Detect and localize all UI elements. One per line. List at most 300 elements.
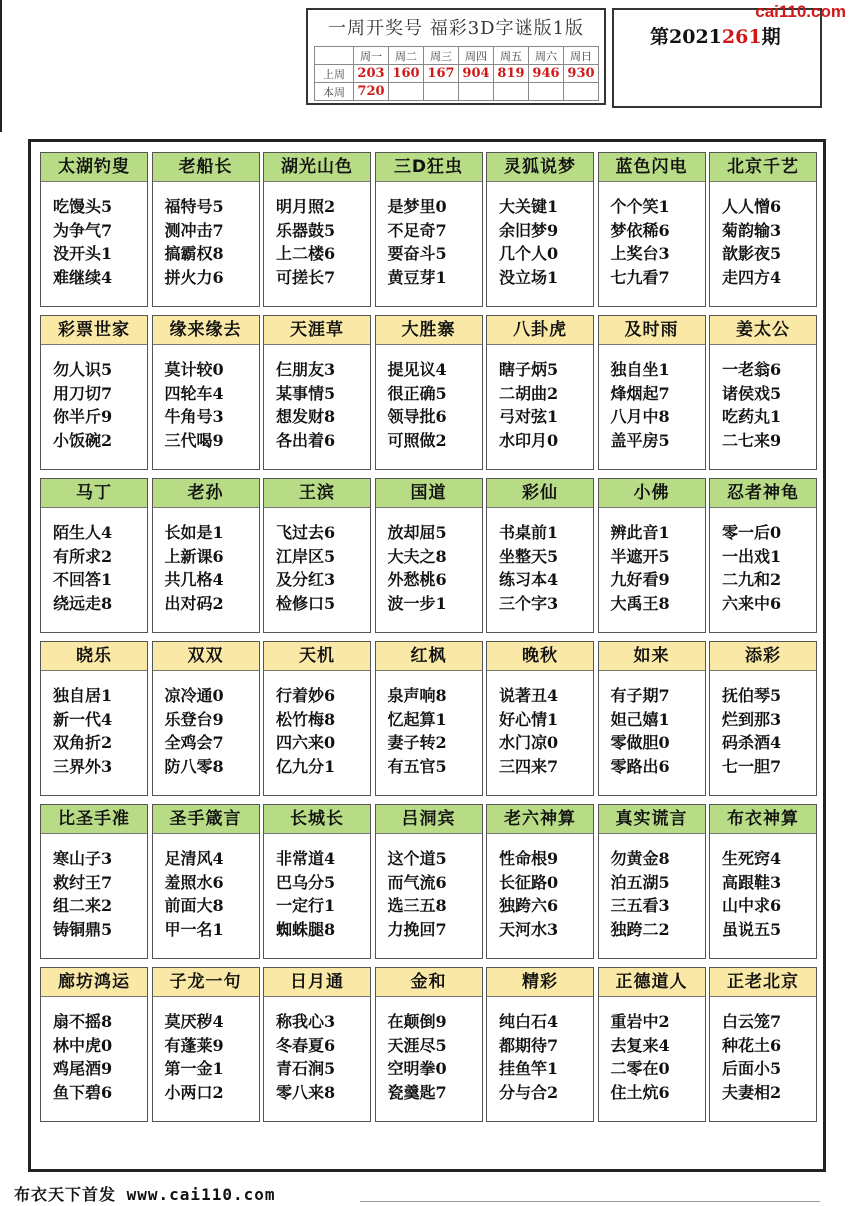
riddle-line: 独跨六6 (499, 896, 559, 915)
riddle-author-title: 双双 (153, 642, 259, 671)
riddle-line: 都期待7 (499, 1035, 559, 1055)
weekly-draw-panel (306, 8, 606, 105)
riddle-line: 没立场1 (499, 267, 559, 287)
riddle-line: 大关键1 (499, 197, 559, 216)
riddle-line: 三界外3 (53, 756, 113, 776)
riddle-line: 种花土6 (722, 1035, 782, 1055)
riddle-line: 全鸡会7 (164, 733, 224, 752)
riddle-author-title: 马丁 (41, 479, 147, 508)
weekly-draw-table (314, 46, 599, 101)
riddle-line: 四六来0 (276, 733, 336, 752)
riddle-lines (165, 358, 259, 452)
riddle-line: 福特号5 (164, 197, 224, 216)
riddle-line: 二胡曲2 (499, 383, 559, 403)
riddle-line: 山中求6 (722, 896, 782, 915)
riddle-line: 弓对弦1 (499, 407, 559, 426)
riddle-card (263, 152, 371, 307)
riddle-card (152, 804, 260, 959)
draw-number: 930 (564, 65, 599, 83)
riddle-author-title: 比圣手准 (41, 805, 147, 834)
riddle-line: 拼火力6 (164, 267, 224, 287)
riddle-line: 三五看3 (610, 896, 670, 915)
riddle-author-title: 忍者神龟 (710, 479, 816, 508)
riddle-line: 黄豆芽1 (387, 267, 447, 287)
weekday-header-row (315, 47, 599, 65)
riddle-line: 四轮车4 (164, 383, 224, 403)
draw-number (389, 83, 424, 101)
footer-divider (360, 1201, 820, 1202)
riddle-line: 二七来9 (722, 430, 782, 450)
riddle-card (709, 804, 817, 959)
riddle-card (375, 804, 483, 959)
riddle-line: 测冲击7 (164, 220, 224, 240)
riddle-line: 吃药丸1 (722, 407, 782, 426)
riddle-line: 去复来4 (610, 1035, 670, 1055)
riddle-line: 巴乌分5 (276, 872, 336, 892)
riddle-card (40, 804, 148, 959)
riddle-author-title: 添彩 (710, 642, 816, 671)
riddle-author-title: 布衣神算 (710, 805, 816, 834)
riddle-line: 忆起算1 (387, 709, 447, 729)
riddle-lines (276, 521, 370, 615)
riddle-line: 松竹梅8 (276, 709, 336, 729)
weekday-label: 周日 (564, 47, 599, 65)
riddle-line: 冬春夏6 (276, 1035, 336, 1055)
riddle-line: 盖平房5 (610, 430, 670, 450)
draw-number (564, 83, 599, 101)
riddle-card (375, 641, 483, 796)
riddle-line: 码杀酒4 (722, 733, 782, 752)
riddle-row (40, 641, 816, 796)
riddle-line: 称我心3 (276, 1012, 336, 1031)
riddle-line: 零一后0 (722, 523, 782, 542)
riddle-lines (722, 358, 816, 452)
riddle-author-title: 老船长 (153, 153, 259, 182)
riddle-line: 诸侯戏5 (722, 383, 782, 403)
riddle-line: 小饭碗2 (53, 430, 113, 450)
riddle-lines (165, 847, 259, 941)
riddle-line: 鸡尾酒9 (53, 1059, 113, 1078)
riddle-author-title: 如来 (599, 642, 705, 671)
riddle-author-title: 长城长 (264, 805, 370, 834)
footer-credit: 布衣天下首发 www.cai110.com (14, 1185, 276, 1204)
riddle-line: 在颠倒9 (387, 1012, 447, 1031)
riddle-line: 抚伯琴5 (722, 686, 782, 705)
riddle-card (598, 967, 706, 1122)
issue-number-red: 261 (721, 26, 762, 48)
riddle-line: 说著丑4 (499, 686, 559, 705)
riddle-author-title: 灵狐说梦 (487, 153, 593, 182)
riddle-author-title: 湖光山色 (264, 153, 370, 182)
riddle-lines (611, 358, 705, 452)
riddle-line: 余旧梦9 (499, 220, 559, 240)
riddle-line: 寒山子3 (53, 849, 113, 868)
riddle-line: 梦依稀6 (610, 220, 670, 240)
riddle-line: 非常道4 (276, 849, 336, 868)
draw-number: 904 (459, 65, 494, 83)
riddle-row (40, 478, 816, 633)
riddle-line: 鱼下碧6 (53, 1082, 113, 1102)
riddle-card (709, 641, 817, 796)
riddle-row (40, 967, 816, 1122)
riddle-line: 空明拳0 (387, 1059, 447, 1078)
riddle-author-title: 蓝色闪电 (599, 153, 705, 182)
riddle-line: 练习本4 (499, 570, 559, 589)
riddle-card (375, 152, 483, 307)
riddle-line: 不回答1 (53, 570, 113, 589)
riddle-lines (388, 358, 482, 452)
riddle-card (598, 804, 706, 959)
riddle-line: 蜘蛛腿8 (276, 919, 336, 939)
issue-number (650, 22, 781, 49)
riddle-line: 可照做2 (387, 430, 447, 450)
riddle-line: 泉声响8 (387, 686, 447, 705)
riddle-line: 瓷羹匙7 (387, 1082, 447, 1102)
riddle-card (598, 641, 706, 796)
riddle-line: 烂到那3 (722, 709, 782, 729)
draw-number: 160 (389, 65, 424, 83)
riddle-line: 大夫之8 (387, 546, 447, 566)
riddle-lines (499, 1010, 593, 1104)
weekday-label: 周一 (354, 47, 389, 65)
riddle-line: 一定行1 (276, 896, 336, 915)
riddle-line: 一老翁6 (722, 360, 782, 379)
riddle-card (152, 478, 260, 633)
riddle-author-title: 姜太公 (710, 316, 816, 345)
riddle-lines (165, 521, 259, 615)
riddle-line: 长如是1 (164, 523, 224, 542)
riddle-line: 人人憎6 (722, 197, 782, 216)
riddle-author-title: 三D狂虫 (376, 153, 482, 182)
weekday-label: 周六 (529, 47, 564, 65)
riddle-card (598, 315, 706, 470)
riddle-lines (611, 1010, 705, 1104)
riddle-line: 乐登台9 (164, 709, 224, 729)
riddle-card (152, 967, 260, 1122)
riddle-card (486, 152, 594, 307)
riddle-line: 检修口5 (276, 593, 336, 613)
riddle-line: 妻子转2 (387, 733, 447, 752)
riddle-lines (388, 195, 482, 289)
riddle-lines (722, 847, 816, 941)
riddle-line: 零八来8 (276, 1082, 336, 1102)
riddle-line: 铸铜鼎5 (53, 919, 113, 939)
riddle-line: 上新课6 (164, 546, 224, 566)
this-week-label: 本周 (315, 83, 354, 101)
riddle-card (263, 478, 371, 633)
riddle-line: 及分红3 (276, 570, 336, 589)
riddle-line: 三代喝9 (164, 430, 224, 450)
riddle-line: 歆影夜5 (722, 244, 782, 263)
issue-suffix: 期 (761, 26, 781, 48)
riddle-lines (499, 684, 593, 778)
riddle-line: 烽烟起7 (610, 383, 670, 403)
riddle-card (375, 315, 483, 470)
riddle-line: 波一步1 (387, 593, 447, 613)
riddle-card (486, 315, 594, 470)
riddle-lines (276, 1010, 370, 1104)
riddle-lines (165, 195, 259, 289)
draw-number: 167 (424, 65, 459, 83)
riddle-line: 双角折2 (53, 733, 113, 752)
issue-prefix: 第2021 (650, 26, 722, 48)
draw-number: 819 (494, 65, 529, 83)
draw-number: 720 (354, 83, 389, 101)
riddle-line: 零路出6 (610, 756, 670, 776)
riddle-line: 选三五8 (387, 896, 447, 915)
riddle-card (40, 315, 148, 470)
riddle-line: 有子期7 (610, 686, 670, 705)
riddle-line: 莫计较0 (164, 360, 224, 379)
riddle-line: 足清风4 (164, 849, 224, 868)
riddle-lines (611, 684, 705, 778)
riddle-author-title: 晚秋 (487, 642, 593, 671)
riddle-line: 飞过去6 (276, 523, 336, 542)
riddle-card (152, 641, 260, 796)
riddle-author-title: 老孙 (153, 479, 259, 508)
riddle-line: 上二楼6 (276, 244, 336, 263)
riddle-line: 共几格4 (164, 570, 224, 589)
riddle-line: 菊韵输3 (722, 220, 782, 240)
riddle-lines (165, 1010, 259, 1104)
riddle-line: 组二来2 (53, 896, 113, 915)
riddle-line: 妲己嬉1 (610, 709, 670, 729)
riddle-card (486, 641, 594, 796)
riddle-line: 提见议4 (387, 360, 447, 379)
riddle-line: 二九和2 (722, 570, 782, 589)
riddle-lines (53, 195, 147, 289)
riddle-author-title: 小佛 (599, 479, 705, 508)
riddle-lines (722, 521, 816, 615)
riddle-lines (722, 1010, 816, 1104)
riddle-lines (499, 195, 593, 289)
riddle-line: 三四来7 (499, 756, 559, 776)
draw-number: 946 (529, 65, 564, 83)
riddle-line: 乐器鼓5 (276, 220, 336, 240)
weekday-label: 周二 (389, 47, 424, 65)
riddle-line: 生死窍4 (722, 849, 782, 868)
riddle-line: 大禹王8 (610, 593, 670, 613)
riddle-line: 性命根9 (499, 849, 559, 868)
riddle-lines (276, 847, 370, 941)
riddle-line: 吃馒头5 (53, 197, 113, 216)
riddle-line: 六来中6 (722, 593, 782, 613)
riddle-line: 绕远走8 (53, 593, 113, 613)
riddle-author-title: 国道 (376, 479, 482, 508)
draw-number (424, 83, 459, 101)
weekly-draw-title: 一周开奖号 福彩3D字谜版1版 (327, 18, 585, 39)
riddle-line: 明月照2 (276, 197, 336, 216)
riddle-line: 牛角号3 (164, 407, 224, 426)
riddle-line: 行着妙6 (276, 686, 336, 705)
riddle-author-title: 精彩 (487, 968, 593, 997)
riddle-line: 半遮开5 (610, 546, 670, 566)
riddle-line: 夫妻相2 (722, 1082, 782, 1102)
riddle-author-title: 太湖钓叟 (41, 153, 147, 182)
draw-number: 203 (354, 65, 389, 83)
riddle-line: 莫厌秽4 (164, 1012, 224, 1031)
riddle-line: 三个字3 (499, 593, 559, 613)
riddle-card (486, 478, 594, 633)
riddle-author-title: 日月通 (264, 968, 370, 997)
riddle-line: 天涯尽5 (387, 1035, 447, 1055)
riddle-author-title: 天机 (264, 642, 370, 671)
this-week-row (315, 83, 599, 101)
riddle-line: 零做胆0 (610, 733, 670, 752)
issue-panel (612, 8, 822, 108)
riddle-line: 想发财8 (276, 407, 336, 426)
riddle-card (375, 478, 483, 633)
riddle-card (152, 152, 260, 307)
riddle-lines (388, 1010, 482, 1104)
riddle-line: 陌生人4 (53, 523, 113, 542)
riddle-card (40, 967, 148, 1122)
riddle-lines (722, 684, 816, 778)
riddle-line: 放却屈5 (387, 523, 447, 542)
riddle-line: 用刀切7 (53, 383, 113, 403)
riddle-line: 白云笼7 (722, 1012, 782, 1031)
riddle-lines (276, 684, 370, 778)
riddle-author-title: 老六神算 (487, 805, 593, 834)
riddle-line: 难继续4 (53, 267, 113, 287)
riddle-line: 搞霸权8 (164, 244, 224, 263)
riddle-line: 八月中8 (610, 407, 670, 426)
riddle-line: 勿人识5 (53, 360, 113, 379)
weekday-label: 周五 (494, 47, 529, 65)
riddle-author-title: 真实谎言 (599, 805, 705, 834)
riddle-line: 有所求2 (53, 546, 113, 566)
row-label-empty (315, 47, 354, 65)
riddle-card (263, 315, 371, 470)
riddle-line: 七一胆7 (722, 756, 782, 776)
riddle-lines (53, 684, 147, 778)
riddle-author-title: 金和 (376, 968, 482, 997)
riddle-row (40, 152, 816, 307)
riddle-author-title: 彩票世家 (41, 316, 147, 345)
riddle-line: 你半斤9 (53, 407, 113, 426)
riddle-line: 七九看7 (610, 267, 670, 287)
riddle-card (709, 152, 817, 307)
riddle-line: 林中虎0 (53, 1035, 113, 1055)
site-logo-text[interactable]: cai110.com (755, 2, 846, 21)
riddle-lines (388, 521, 482, 615)
riddle-line: 书桌前1 (499, 523, 559, 542)
riddle-line: 上奖台3 (610, 244, 670, 263)
weekday-label: 周三 (424, 47, 459, 65)
riddle-line: 天河水3 (499, 919, 559, 939)
riddle-author-title: 吕洞宾 (376, 805, 482, 834)
riddle-line: 后面小5 (722, 1059, 782, 1078)
riddle-line: 各出着6 (276, 430, 336, 450)
riddle-line: 第一金1 (164, 1059, 224, 1078)
riddle-lines (611, 847, 705, 941)
riddle-line: 分与合2 (499, 1082, 559, 1102)
riddle-card (152, 315, 260, 470)
draw-number (529, 83, 564, 101)
riddle-line: 瞎子炳5 (499, 360, 559, 379)
riddle-author-title: 晓乐 (41, 642, 147, 671)
riddle-card (709, 478, 817, 633)
riddle-author-title: 廊坊鸿运 (41, 968, 147, 997)
riddle-line: 走四方4 (722, 267, 782, 287)
riddle-line: 很正确5 (387, 383, 447, 403)
riddle-author-title: 子龙一句 (153, 968, 259, 997)
draw-number (494, 83, 529, 101)
riddle-lines (276, 358, 370, 452)
riddle-line: 为争气7 (53, 220, 113, 240)
riddle-author-title: 圣手箴言 (153, 805, 259, 834)
riddle-card (598, 152, 706, 307)
riddle-lines (388, 684, 482, 778)
riddle-card (709, 967, 817, 1122)
riddle-line: 凉冷通0 (164, 686, 224, 705)
riddle-lines (53, 1010, 147, 1104)
riddle-author-title: 彩仙 (487, 479, 593, 508)
riddle-author-title: 及时雨 (599, 316, 705, 345)
riddle-line: 甲一名1 (164, 919, 224, 939)
riddle-grid-panel (28, 139, 826, 1172)
riddle-lines (53, 521, 147, 615)
riddle-line: 好心情1 (499, 709, 559, 729)
riddle-author-title: 正老北京 (710, 968, 816, 997)
riddle-author-title: 缘来缘去 (153, 316, 259, 345)
riddle-line: 江岸区5 (276, 546, 336, 566)
riddle-line: 辨此音1 (610, 523, 670, 542)
riddle-line: 羞照水6 (164, 872, 224, 892)
riddle-line: 而气流6 (387, 872, 447, 892)
riddle-line: 新一代4 (53, 709, 113, 729)
riddle-line: 个个笑1 (610, 197, 670, 216)
riddle-line: 独自坐1 (610, 360, 670, 379)
riddle-line: 青石涧5 (276, 1059, 336, 1078)
riddle-card (486, 967, 594, 1122)
riddle-lines (388, 847, 482, 941)
riddle-line: 水印月0 (499, 430, 559, 450)
riddle-lines (53, 358, 147, 452)
riddle-line: 扇不摇8 (53, 1012, 113, 1031)
riddle-author-title: 八卦虎 (487, 316, 593, 345)
riddle-line: 独自居1 (53, 686, 113, 705)
riddle-card (40, 641, 148, 796)
riddle-line: 救纣王7 (53, 872, 113, 892)
riddle-lines (722, 195, 816, 289)
riddle-author-title: 北京千艺 (710, 153, 816, 182)
riddle-line: 前面大8 (164, 896, 224, 915)
riddle-line: 力挽回7 (387, 919, 447, 939)
riddle-lines (499, 847, 593, 941)
riddle-line: 长征路0 (499, 872, 559, 892)
riddle-card (486, 804, 594, 959)
last-week-row (315, 65, 599, 83)
riddle-lines (53, 847, 147, 941)
riddle-line: 亿九分1 (276, 756, 336, 776)
riddle-card (598, 478, 706, 633)
riddle-lines (499, 358, 593, 452)
riddle-line: 坐整天5 (499, 546, 559, 566)
riddle-line: 是梦里0 (387, 197, 447, 216)
riddle-author-title: 天涯草 (264, 316, 370, 345)
riddle-line: 泊五湖5 (610, 872, 670, 892)
riddle-line: 勿黄金8 (610, 849, 670, 868)
riddle-line: 仨朋友3 (276, 360, 336, 379)
riddle-lines (165, 684, 259, 778)
riddle-card (40, 478, 148, 633)
riddle-row (40, 804, 816, 959)
riddle-line: 某事情5 (276, 383, 336, 403)
riddle-author-title: 王滨 (264, 479, 370, 508)
riddle-line: 这个道5 (387, 849, 447, 868)
riddle-card (40, 152, 148, 307)
